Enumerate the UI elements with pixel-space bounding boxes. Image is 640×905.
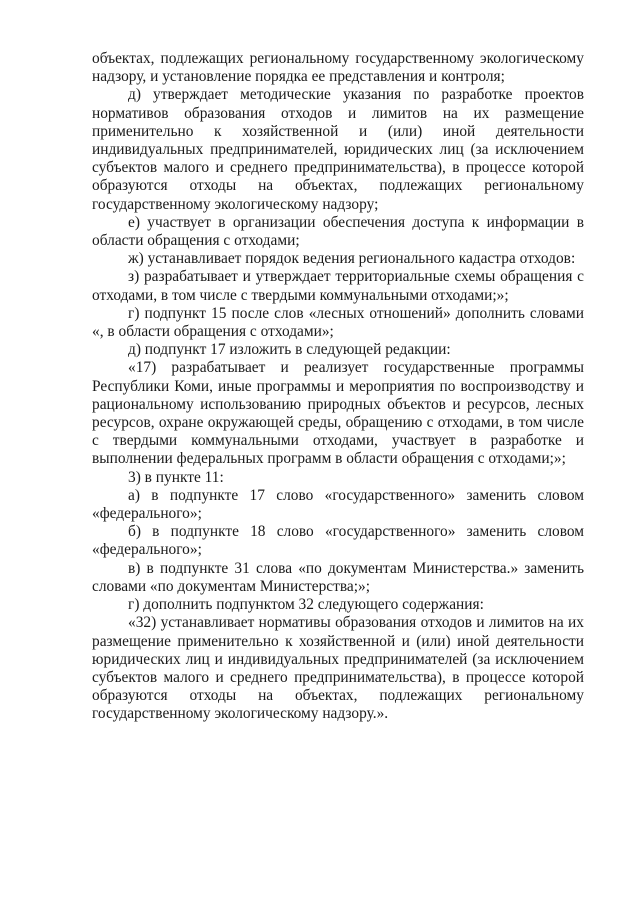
paragraph-32-text: «32) устанавливает нормативы образования отходов и лимитов на их размещение применительно к хозяйственной и (или) иной деятельности юридических лиц и индивидуальных предпринимателей (за исключением субъектов малого и среднего предпринимательства), в процессе которой образуются отходы на объектах, подлежащих региональному государственному экологическому надзору.». xyxy=(92,614,584,723)
document-page xyxy=(92,50,584,724)
paragraph-g-15: г) подпункт 15 после слов «лесных отношений» дополнить словами «, в области обращения с отходами»; xyxy=(92,304,584,341)
paragraph-e: е) участвует в организации обеспечения доступа к информации в области обращения с отходами; xyxy=(92,213,584,250)
paragraph-v-31: в) в подпункте 31 слова «по документам Министерства.» заменить словами «по документам Министерства;»; xyxy=(92,559,584,595)
paragraph-a-17: а) в подпункте 17 слово «государственного» заменить словом «федерального»; xyxy=(92,486,584,523)
paragraph-d-17: д) подпункт 17 изложить в следующей редакции: xyxy=(128,341,451,359)
paragraph-zh: ж) устанавливает порядок ведения регионального кадастра отходов: xyxy=(128,250,576,268)
paragraph-g-32: г) дополнить подпунктом 32 следующего содержания: xyxy=(128,596,484,614)
paragraph-d: д) утверждает методические указания по разработке проектов нормативов образования отходов и лимитов на их размещение применительно к хозяйственной и (или) иной деятельности индивидуальных предпринимателей, юридических лиц (за исключением субъектов малого и среднего предпринимательства), в процессе которой образуются отходы на объектах, подлежащих региональному государственному экологическому надзору; xyxy=(92,86,584,213)
paragraph-item-11: 3) в пункте 11: xyxy=(128,468,224,486)
paragraph-17-text: «17) разрабатывает и реализует государственные программы Республики Коми, иные программы и мероприятия по воспроизводству и рациональному использованию природных объектов и ресурсов, лесных ресурсов, охране окружающей среды, обращению с отходами, в том числе с твердыми коммунальными отходами, участвует в разработке и выполнении федеральных программ в области обращения с отходами;»; xyxy=(92,359,584,468)
paragraph-b-18: б) в подпункте 18 слово «государственного» заменить словом «федерального»; xyxy=(92,523,584,559)
paragraph-continuation: объектах, подлежащих региональному государственному экологическому надзору, и установление порядка ее представления и контроля; xyxy=(92,50,584,86)
paragraph-z: з) разрабатывает и утверждает территориальные схемы обращения с отходами, в том числе с твердыми коммунальными отходами;»; xyxy=(92,268,584,304)
